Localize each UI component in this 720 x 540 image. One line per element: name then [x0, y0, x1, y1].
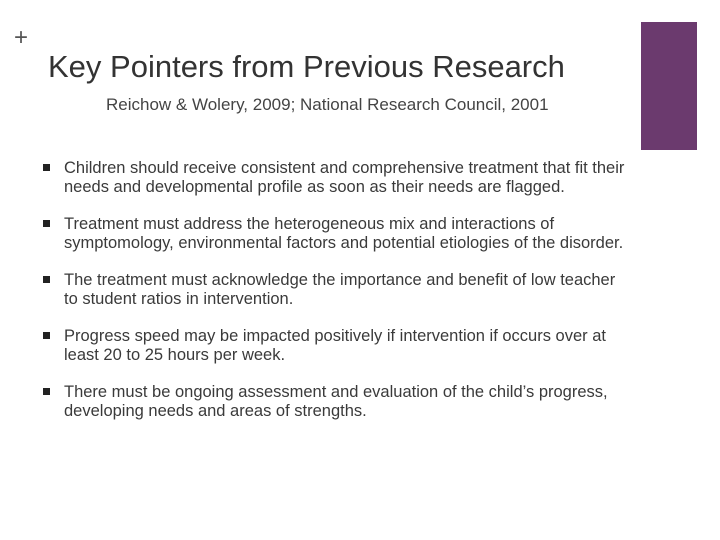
bullet-item [43, 215, 633, 252]
bullet-text: Children should receive consistent and comprehensive treatment that fit their needs and developmental profile as soon as their needs are flagged. [64, 159, 625, 196]
square-bullet-icon [43, 388, 50, 395]
bullet-text: The treatment must acknowledge the importance and benefit of low teacher to student ratios in intervention. [64, 271, 616, 308]
bullet-text: Progress speed may be impacted positively if intervention if occurs over at least 20 to 25 hours per week. [64, 327, 607, 364]
bullet-item [43, 383, 633, 420]
bullet-text: There must be ongoing assessment and evaluation of the child’s progress, developing needs and areas of strengths. [64, 383, 608, 420]
bullet-list [43, 159, 633, 420]
square-bullet-icon [43, 164, 50, 171]
bullet-item [43, 271, 633, 308]
square-bullet-icon [43, 220, 50, 227]
bullet-item [43, 327, 633, 364]
square-bullet-icon [43, 276, 50, 283]
bullet-item [43, 159, 633, 196]
plus-icon: + [14, 24, 29, 51]
square-bullet-icon [43, 332, 50, 339]
accent-bar [641, 22, 697, 150]
bullet-text: Treatment must address the heterogeneous mix and interactions of symptomology, environmental factors and potential etiologies of the disorder. [64, 215, 624, 252]
slide-subtitle: Reichow & Wolery, 2009; National Research Council, 2001 [106, 95, 549, 114]
slide-title: Key Pointers from Previous Research [48, 49, 565, 84]
